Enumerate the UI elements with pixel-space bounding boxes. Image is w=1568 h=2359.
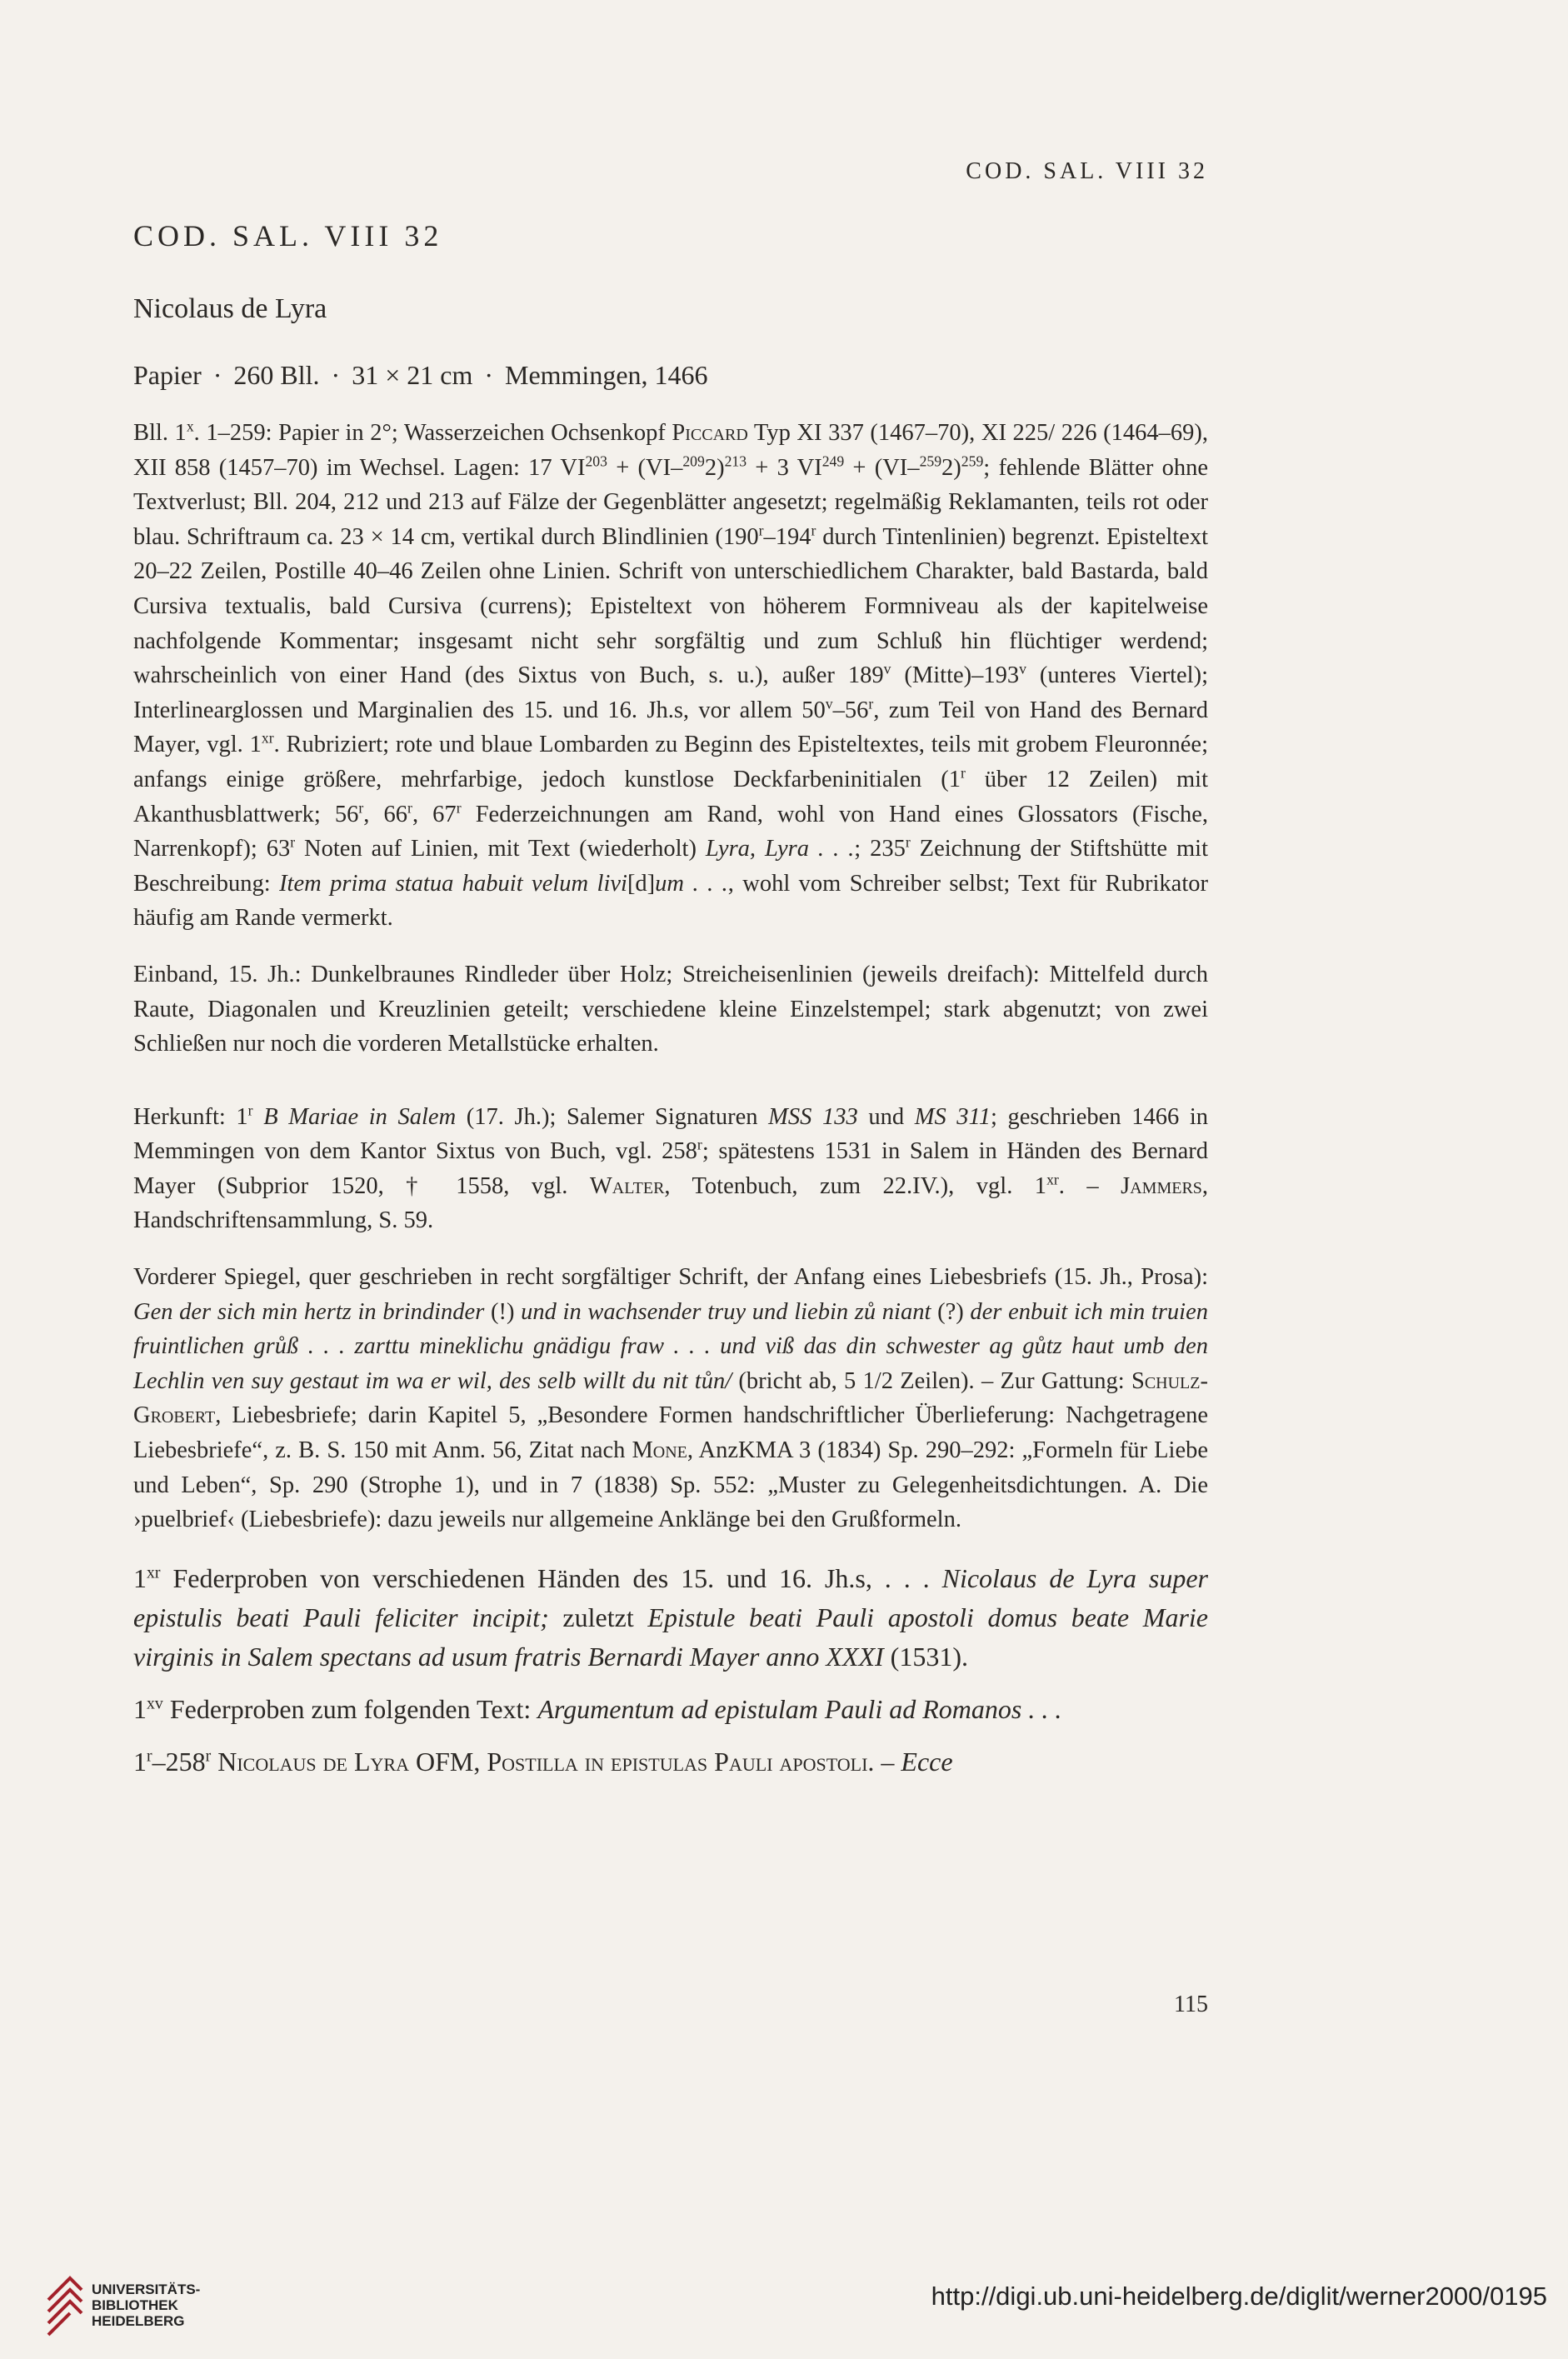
flyleaf-paragraph: Vorderer Spiegel, quer geschrieben in recht sorgfältiger Schrift, der Anfang eines Liebesbriefs (15. Jh., Prosa): Gen der sich min hertz in brindinder (!) und in wachsender truy und liebin zů niant (?) der enbuit ich min truien fruintlichen grůß . . . zarttu mineklichu gnädigu fraw . . . und viß das din schwester ag gůtz haut umb den Lechlin ven suy gestaut im wa er wil, des selb willt du nit tůn/ (bricht ab, 5 1/2 Zeilen). – Zur Gattung: Schulz-Grobert, Liebesbriefe; darin Kapitel 5, „Besondere Formen handschriftlicher Überlieferung: Nachgetragene Liebesbriefe“, z. B. S. 150 mit Anm. 56, Zitat nach Mone, AnzKMA 3 (1834) Sp. 290–292: „Formeln für Liebe und Leben“, Sp. 290 (Strophe 1), und in 7 (1838) Sp. 552: „Muster zu Gelegenheitsdichtungen. A. Die ›puelbrief‹ (Liebesbriefe): dazu jeweils nur allgemeine Anklänge bei den Grußformeln. bbox=[133, 1264, 1208, 1533]
provenance-paragraph: Herkunft: 1$^r$ B Mariae in Salem (17. Jh.); Salemer Signaturen MSS 133 und MS 311; geschrieben 1466 in Memmingen von dem Kantor Sixtus von Buch, vgl. 258$^r$; spätestens 1531 in Salem in Händen des Bernard Mayer (Subprior 1520, † 1558, vgl. Walter, Totenbuch, zum 22.IV.), vgl. $1^{xr}$. – Jammers, Handschriftensammlung, S. 59. bbox=[133, 1102, 1209, 1234]
running-head: COD. SAL. VIII 32 bbox=[966, 158, 1208, 184]
summary-dimensions: 31 × 21 cm bbox=[352, 360, 473, 390]
summary-line bbox=[133, 360, 1208, 391]
summary-leaves: 260 Bll. bbox=[233, 360, 320, 390]
author-heading: Nicolaus de Lyra bbox=[133, 293, 327, 324]
separator-dot: · bbox=[484, 360, 493, 390]
source-url-link[interactable]: http://digi.ub.uni-heidelberg.de/diglit/werner2000/0195 bbox=[931, 2282, 1547, 2311]
separator-dot: · bbox=[331, 360, 341, 390]
separator-dot: · bbox=[212, 360, 222, 390]
codex-title: COD. SAL. VIII 32 bbox=[133, 219, 443, 252]
content-entry-1xv: 1$^{xv}$ Federproben zum folgenden Text: Argumentum ad epistulam Pauli ad Romanos . . . bbox=[133, 1693, 1062, 1724]
summary-material: Papier bbox=[133, 360, 202, 390]
library-name: UNIVERSITÄTS- BIBLIOTHEK HEIDELBERG bbox=[92, 2282, 201, 2329]
digitization-footer bbox=[0, 2267, 1568, 2359]
ub-heidelberg-logo-icon bbox=[42, 2267, 88, 2342]
codicology-paragraph: Bll. 1$^x$. 1–259: Papier in 2°; Wasserzeichen Ochsenkopf Piccard Typ XI 337 (1467–70), XI 225/ 226 (1464–69), XII 858 (1457–70) im Wechsel. Lagen: 17 $VI^{203} + (VI-^{209}2)^{213} + 3$ $VI^{249} + (VI-^{259}2)^{259}$; fehlende Blätter ohne Textverlust; Bll. 204, 212 und 213 auf Fälze der Gegenblätter angesetzt; regelmäßig Reklamanten, teils rot oder blau. Schriftraum ca. 23 × 14 cm, vertikal durch Blindlinien (190$^r$–194$^r$ durch Tintenlinien) begrenzt. Episteltext 20–22 Zeilen, Postille 40–46 Zeilen ohne Linien. Schrift von unterschiedlichem Charakter, bald Bastarda, bald Cursiva textualis, bald Cursiva (currens); Episteltext von höherem Formniveau als der kapitelweise nachfolgende Kommentar; insgesamt nicht sehr sorgfältig und zum Schluß hin flüchtiger werdend; wahrscheinlich von einer Hand (des Sixtus von Buch, s. u.), außer 189$^v$ (Mitte)–193$^v$ (unteres Viertel); Interlinearglossen und Marginalien des 15. und 16. Jh.s, vor allem 50$^v$–56$^r$, zum Teil von Hand des Bernard Mayer, vgl. $1^{xr}$. Rubriziert; rote und blaue Lombarden zu Beginn des Episteltextes, teils mit grobem Fleuronnée; anfangs einige größere, mehrfarbige, jedoch kunstlose Deckfarbeninitialen (1$^r$ über 12 Zeilen) mit Akanthusblattwerk; 56$^r$, 66$^r$, 67$^r$ Federzeichnungen am Rand, wohl von Hand eines Glossators (Fische, Narrenkopf); 63$^r$ Noten auf Linien, mit Text (wiederholt) Lyra, Lyra . . .; 235$^r$ Zeichnung der Stiftshütte mit Beschreibung: Item prima statua habuit velum livi[d]um . . ., wohl vom Schreiber selbst; Text für Rubrikator häufig am Rande vermerkt. bbox=[133, 417, 1209, 932]
summary-origin: Memmingen, 1466 bbox=[504, 360, 708, 390]
binding-paragraph: Einband, 15. Jh.: Dunkelbraunes Rindleder über Holz; Streicheisenlinien (jeweils dreifach): Mittelfeld durch Raute, Diagonalen und Kreuzlinien geteilt; verschiedene kleine Einzelstempel; stark abgenutzt; von zwei Schließen nur noch die vorderen Metallstücke erhalten. bbox=[133, 961, 1208, 1057]
page-number: 115 bbox=[1174, 1992, 1208, 2017]
catalog-entry bbox=[133, 218, 1208, 1795]
content-entry-1xr: $1^{xr}$ Federproben von verschiedenen Händen des 15. und 16. Jh.s, . . . Nicolaus de Lyra super epistulis beati Pauli feliciter incipit; zuletzt Epistule beati Pauli apostoli domus beate Marie virginis in Salem spectans ad usum fratris Bernardi Mayer anno XXXI (1531). bbox=[133, 1562, 1209, 1672]
content-entry-1r-258r: 1$^r$–258$^r$ Nicolaus de Lyra OFM, Postilla in epistulas Pauli apostoli. – Ecce bbox=[133, 1746, 953, 1777]
